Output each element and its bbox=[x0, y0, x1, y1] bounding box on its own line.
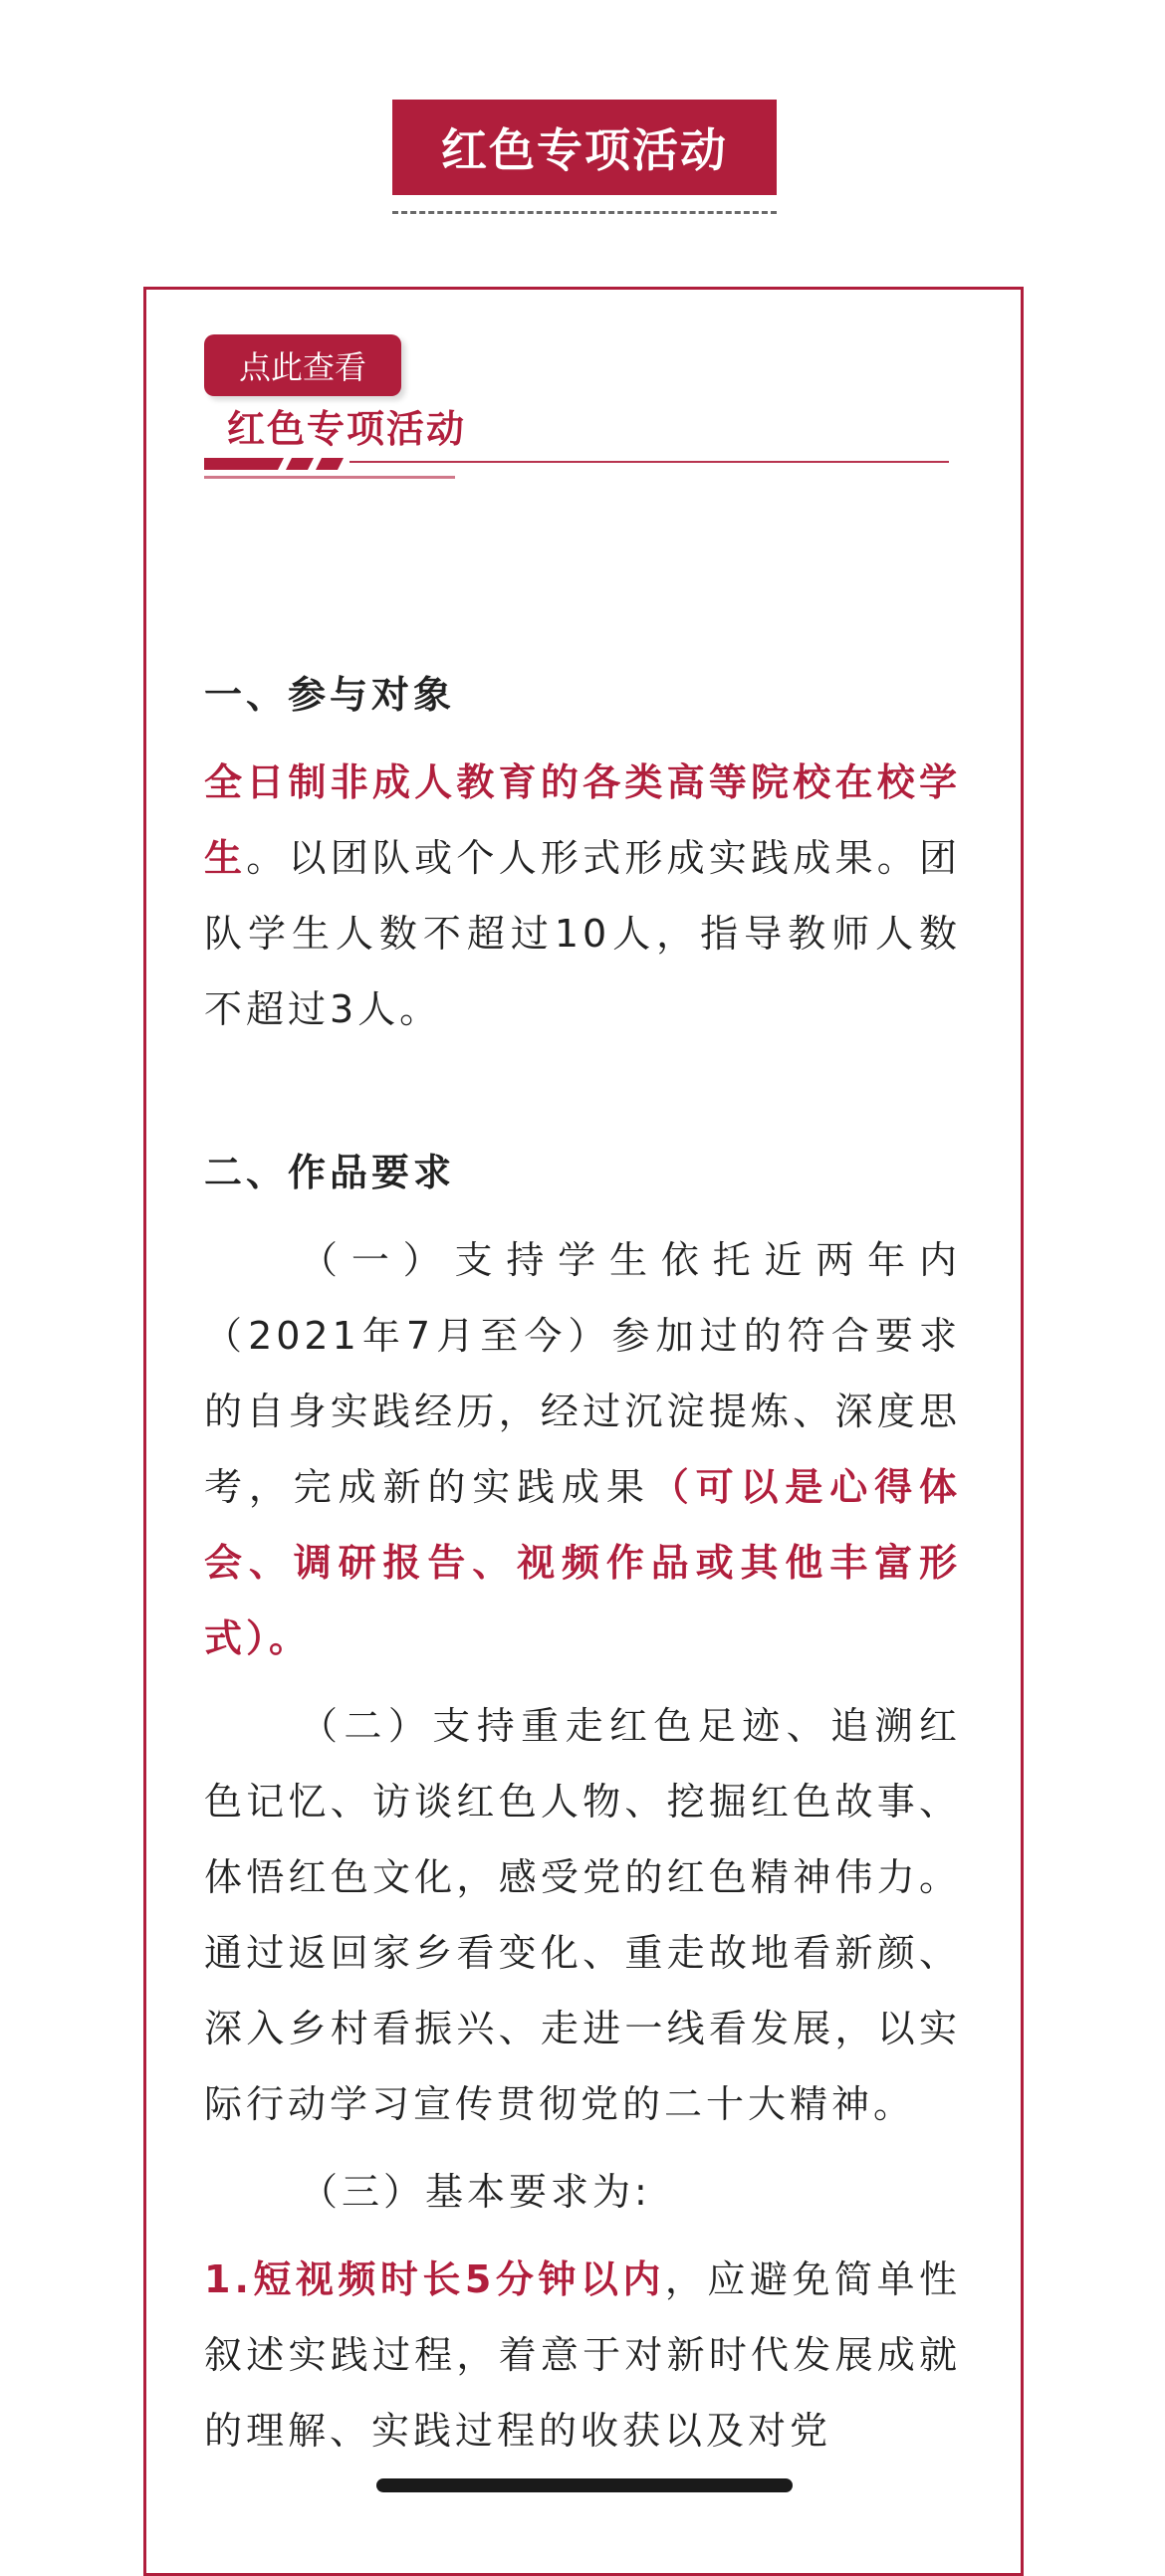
header-title: 红色专项活动 bbox=[441, 123, 728, 177]
participants-details: 。以团队或个人形式形成实践成果。团队学生人数不超过10人，指导教师人数不超过3人。 bbox=[204, 836, 961, 1031]
section-title: 红色专项活动 bbox=[227, 407, 467, 451]
header-dashed-divider bbox=[392, 211, 777, 214]
paragraph-requirement-2: （二）支持重走红色足迹、追溯红色记忆、访谈红色人物、挖掘红色故事、体悟红色文化，感受党的红色精神伟力。通过返回家乡看变化、重走故地看新颜、深入乡村看振兴、走进一线看发展，以实际行动学习宣传贯彻党的二十大精神。 bbox=[204, 1704, 961, 2126]
title-underline-decoration bbox=[204, 456, 949, 486]
video-length-highlight: 1.短视频时长5分钟以内 bbox=[204, 2257, 665, 2301]
home-indicator-bar[interactable] bbox=[376, 2478, 793, 2492]
requirement-1-highlight: （可以是心得体会、调研报告、视频作品或其他丰富形式）。 bbox=[204, 1465, 961, 1660]
paragraph-video-requirement bbox=[204, 2242, 961, 2469]
paragraph-requirement-3: （三）基本要求为: bbox=[300, 2170, 651, 2214]
heading-participants: 一、参与对象 bbox=[204, 673, 456, 717]
view-details-label: 点此查看 bbox=[238, 348, 366, 386]
paragraph-participants bbox=[204, 745, 961, 1047]
article-content bbox=[204, 657, 961, 2469]
paragraph-requirement-1 bbox=[204, 1222, 961, 1676]
header-title-banner bbox=[392, 100, 777, 195]
heading-requirements: 二、作品要求 bbox=[204, 1151, 456, 1194]
view-details-button[interactable] bbox=[204, 334, 401, 396]
video-requirement-text: ，应避免简单性叙述实践过程，着意于对新时代发展成就的理解、实践过程的收获以及对党 bbox=[204, 2257, 961, 2453]
requirement-1-text: （一）支持学生依托近两年内（2021年7月至今）参加过的符合要求的自身实践经历，经过沉淀提炼、深度思考，完成新的实践成果 bbox=[204, 1238, 961, 1509]
eligible-students-highlight: 全日制非成人教育的各类高等院校在校学生 bbox=[204, 760, 961, 880]
